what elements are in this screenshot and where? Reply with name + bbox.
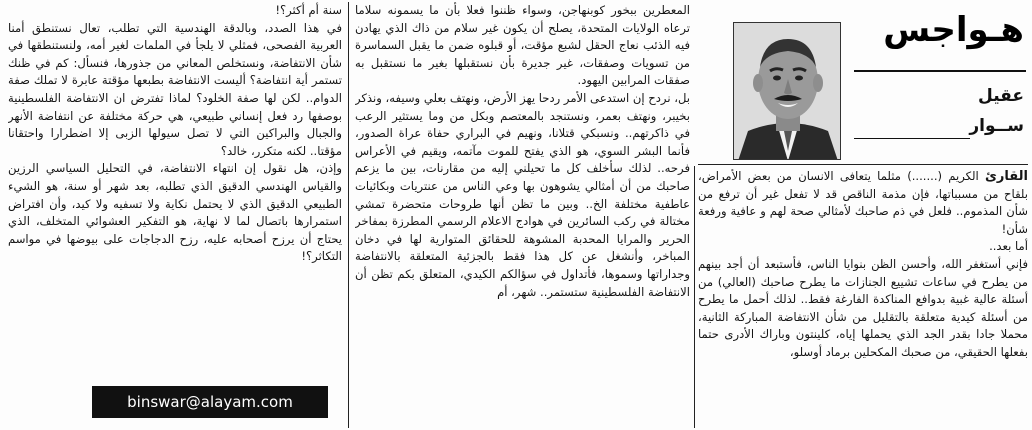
- column-rule: [694, 166, 695, 428]
- article-paragraph: في هذا الصدد، وبالدقة الهندسية التي تطلب، تعال نستنطق أمنا العربية الفصحى، فمثلي لا يلجأ في الملمات لغير أمه، ولنستنطقها في شأن الانتفاضة، ونستخلص المعاني من جذورها، فنسأل: كم في ظنك تستمر أية انتفاضة؟ أليست الانتفاضة بطبعها مؤقتة عابرة لا تملك صفة الدوام.. لكن لها صفة الخلود؟ لماذا تفترض ان الانتفاضة الفلسطينية بوصفها رد فعل إنساني طبيعي، هي حركة مختلفة عن انتفاضة الأنهر والجبال والبراكين التي لا تصل سيولها الزبى إلا اضطرارا واحتقانا مؤقتا.. لكنه متكرر، خالد؟: [8, 20, 342, 158]
- article-text: الكريم (.......) مثلما يتعافى الانسان من بعض الأمراض، بلقاح من مسبباتها، فإن مذمة الناقص قد لا تفعل غير أن ترفع من شأن المذموم.. فلعل في ذم صاحبك لأمثالي صحة لهم و عافية ورفعة شأن!: [698, 169, 1028, 236]
- author-rule: [854, 138, 970, 139]
- author-last-name: ســوار: [969, 116, 1024, 136]
- author-email-bar: [92, 386, 328, 418]
- author-photo-image: [734, 23, 841, 160]
- author-photo: [733, 22, 841, 160]
- article-paragraph: بل، نردح إن استدعى الأمر ردحا يهز الأرض، ونهتف بعلي وسيفه، ونذكر بخيبر، ونهتف بعمر، ونستنجد بالمعتصم وبكل من وما يستثير الرعب في ذاكرتهم.. ونسبكي قتلانا، ونهيم في البراري حفاة عراة الصدور، فأنما البشر السوي، هو الذي يفتح للموت مآتمه، ويقيم في الأعراس فرحه.. لذلك سأخلف كل ما تحيلني إليه من مقارنات، بين ما يزعم صاحبك من أن أمثالي يشوهون بها وعي الناس من عنتريات وبكائيات عاطفية مختلفة الخ.. وبين ما تظن أنها طروحات متحضرة تمشي مختالة في ركب السائرين في هوادج الاعلام الرسمي المطرزة بمفاخر الحرير والمرايا المحدبة المشوهة للحقائق المتوارية لها في دخان المباخر، وأنشغل عن كل هذا فقط بالجزئية المتعلقة بالانتفاضة وجداراتها وسموها، فأتداول في سؤالكم الكيدي، المتعلق بكم تظن أن الانتفاضة الفلسطينية ستستمر.. شهر، أم: [355, 90, 690, 299]
- article-paragraph: فإني أستغفر الله، وأحسن الظن بنوايا الناس، فأستبعد أن أجد بينهم من يطرح في ساعات تشييع الجنازات ما يطرح صاحبك (العالي) من أسئلة عالية غبية بدوافع المناكدة الفارغة فقط.. لذلك أحمل ما يطرح من أسئلة كيدية متعلقة بالتقليل من شأن الانتفاضة المباركة الثانية، محملا جادا بقدر الجد الذي يحملها إياه، كلينتون وباراك الأدرى حتما بفعلها الحقيقي، من صحبك المكحلين برماد أوسلو،: [698, 256, 1028, 359]
- author-email-link[interactable]: binswar@alayam.com: [127, 393, 293, 411]
- article-paragraph: وإذن، هل نقول إن انتهاء الانتفاضة، في التحليل السياسي الرزين والقياس الهندسي الدقيق الذي تطلبه، بعد شهر أو سنة، هو الشيء الطبيعي الدقيق الذي لا يحتمل نكاية ولا تسفيه ولا كيد، وأن افتراض استمرارها باتصال لما لا نهاية، هو التفكير العشوائي المتخلف، الذي يحتاج أن يرزح أصحابه عليه، رزح الدجاجات على بيوضها في مواسم التكاثر؟!: [8, 161, 342, 264]
- article-column-left: [8, 2, 342, 384]
- article-paragraph: أما بعد..: [989, 239, 1028, 254]
- article-paragraph: المعطرين ببخور كوبنهاجن، وسواء ظننوا فعلا بأن ما يسمونه سلاما ترعاه الولايات المتحدة، يصلح أن يكون غير سلام من ذاك الذي يهادن فيه الذئب نعاج الحقل لشبع مؤقت، أو قبلوه ضمن ما يقبل السماسرة من تسويات وصفقات، غير جديرة بأن نستقبلها بغير ما نستقبل به صفقات المرابين اليهود.: [355, 3, 690, 88]
- column-title: هـواجس: [883, 10, 1024, 50]
- section-rule: [698, 164, 1028, 165]
- title-rule: [854, 70, 1026, 72]
- author-first-name: عقيل: [978, 86, 1024, 106]
- column-header: [850, 6, 1028, 156]
- article-paragraph: سنة أم أكثر؟!: [275, 3, 342, 17]
- article-paragraph: [698, 168, 1028, 238]
- article-lead-word: القارئ: [985, 169, 1028, 184]
- article-column-right: [698, 168, 1028, 428]
- column-rule: [348, 2, 349, 428]
- article-column-middle: [355, 2, 690, 428]
